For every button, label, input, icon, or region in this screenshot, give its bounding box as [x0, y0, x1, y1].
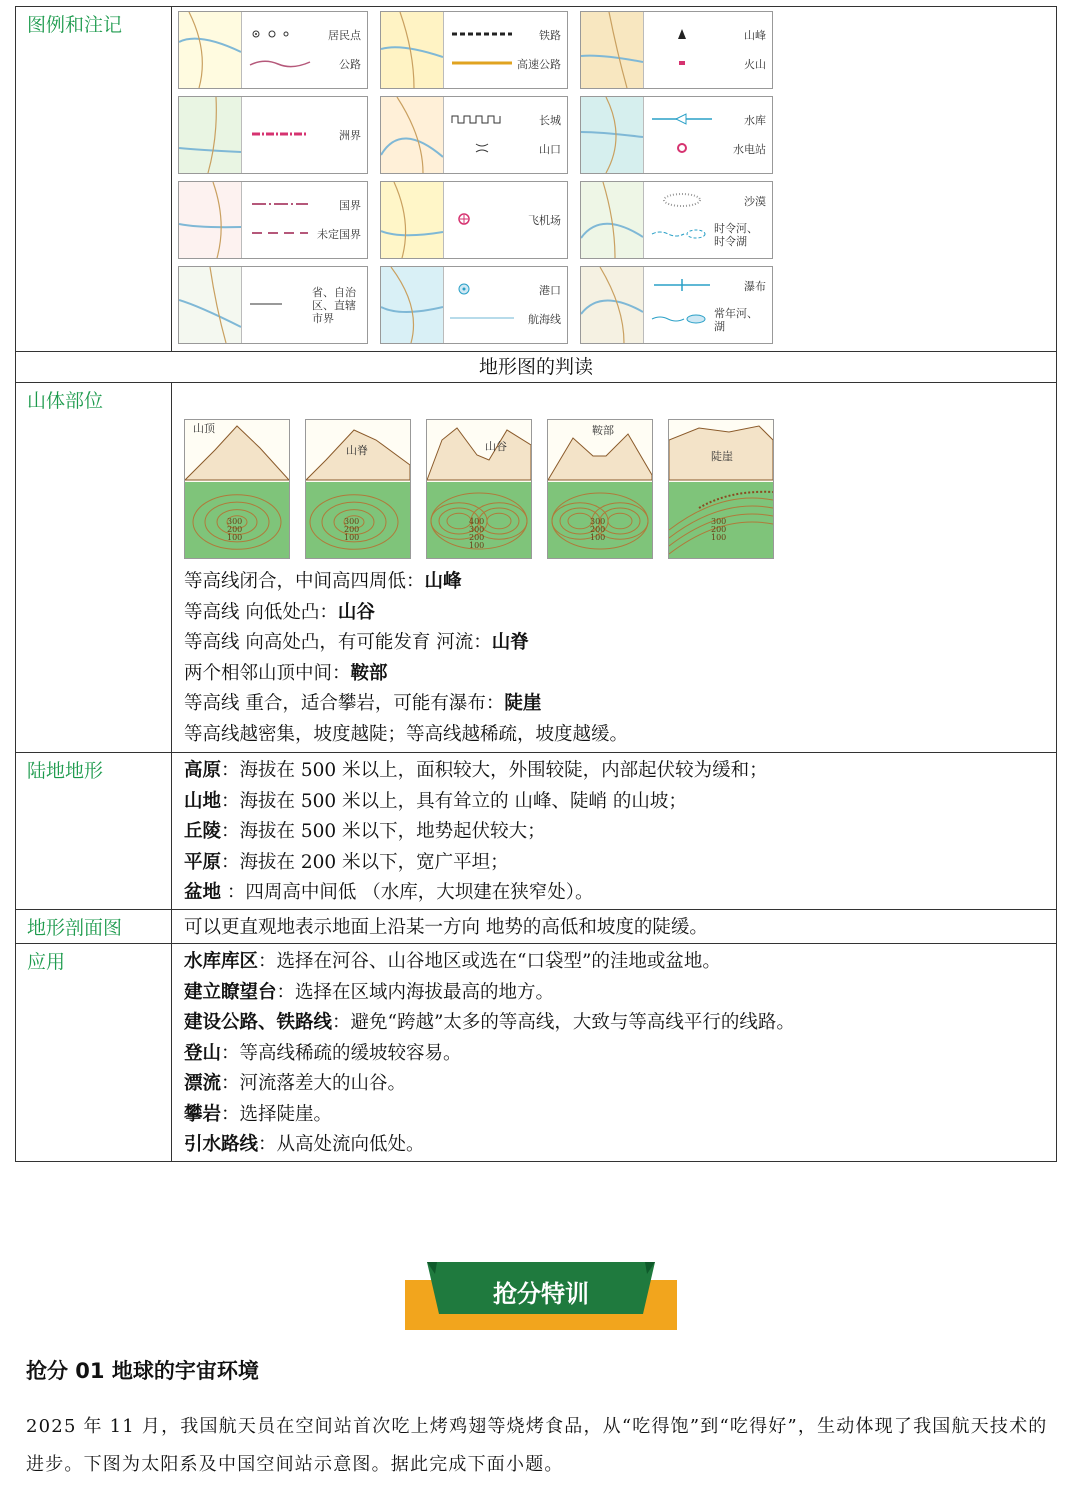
contour-value: 300	[711, 517, 727, 526]
text-line	[184, 817, 1056, 848]
contour-value: 200	[227, 525, 243, 534]
legend-entry-label: 水电站	[733, 143, 766, 156]
legend-entry-label: 瀑布	[744, 279, 766, 293]
bold-term: 丘陵	[184, 821, 222, 842]
line-text: ：海拔在 200 米以下，宽广平坦；	[221, 851, 509, 873]
terrain-name: 陡崖	[711, 450, 733, 463]
bold-term: 平原	[184, 851, 222, 873]
line-text: ：四周高中间低 （水库，大坝建在狭窄处）。	[221, 882, 594, 903]
shipping-route-icon	[450, 311, 514, 328]
legend-map-thumbnail	[381, 267, 444, 343]
line-text: ：等高线稀疏的缓坡较容易。	[221, 1042, 462, 1064]
legend-entry-label: 长城	[539, 114, 561, 127]
peak-icon	[650, 27, 714, 44]
legend-entry	[248, 127, 361, 144]
legend-cell	[580, 266, 773, 344]
legend-entry	[248, 56, 361, 73]
legend-map-thumbnail	[581, 12, 644, 88]
legend-entry-label: 洲界	[339, 128, 361, 142]
text-line	[184, 567, 1056, 598]
seasonal-river-icon	[650, 226, 714, 243]
great-wall-icon	[450, 112, 514, 129]
legend-map-thumbnail	[179, 182, 242, 258]
text-line	[184, 720, 1056, 751]
line-text: ：海拔在 500 米以下，地势起伏较大；	[221, 821, 546, 842]
bold-term: 引水路线	[184, 1134, 259, 1155]
legend-entry-label: 高速公路	[517, 58, 561, 71]
legend-grid	[172, 7, 1056, 344]
legend-entry-label: 飞机场	[528, 213, 561, 227]
legend-cell	[178, 266, 368, 344]
terrain-card	[426, 419, 532, 559]
legend-entry	[650, 193, 766, 210]
legend-cell	[178, 96, 368, 174]
legend-cell	[380, 181, 568, 259]
legend-cell	[380, 266, 568, 344]
terrain-illustrations	[184, 386, 1056, 567]
line-text: ：选择在河谷、山谷地区或选在“口袋型”的洼地或盆地。	[258, 951, 721, 972]
legend-cell	[580, 181, 773, 259]
legend-entry-label: 国界	[339, 199, 361, 212]
airport-icon	[450, 212, 514, 229]
section-title: 抢分 01 地球的宇宙环境	[26, 1359, 259, 1383]
legend-map-thumbnail	[381, 12, 444, 88]
legend-map-thumbnail	[179, 12, 242, 88]
contour-value: 300	[344, 517, 360, 526]
legend-entry	[248, 226, 361, 243]
contour-value: 200	[711, 525, 727, 534]
application-lines	[184, 947, 1056, 1161]
highway-icon	[450, 56, 514, 73]
line-text: 等高线 向低处凸：	[184, 601, 338, 623]
contour-value: 300	[227, 517, 243, 526]
contour-value: 100	[344, 533, 360, 542]
legend-entry-label: 省、自治区、直辖市界	[312, 285, 356, 325]
settlement-icon	[248, 27, 312, 44]
landform-lines	[184, 756, 1056, 909]
legend-entry-label: 水库	[744, 114, 766, 127]
line-text: ：从高处流向低处。	[258, 1134, 425, 1155]
text-line	[184, 598, 1056, 629]
waterfall-icon	[650, 278, 714, 295]
terrain-name: 鞍部	[592, 424, 614, 437]
legend-map-thumbnail	[381, 97, 444, 173]
line-text: 等高线 重合，适合攀岩，可能有瀑布：	[184, 693, 505, 714]
legend-entry-label: 居民点	[328, 29, 361, 42]
contour-value: 100	[590, 533, 606, 542]
legend-cell	[580, 11, 773, 89]
banner-title: 抢分特训	[493, 1280, 589, 1308]
desert-icon	[650, 193, 714, 210]
road-icon	[248, 56, 312, 73]
legend-entry	[450, 112, 561, 129]
section-header: 地形图的判读	[16, 352, 1057, 383]
legend-entry	[450, 27, 561, 44]
text-line	[184, 787, 1056, 818]
bold-term: 山峰	[424, 571, 462, 592]
legend-cell	[380, 96, 568, 174]
legend-entry-label: 山口	[539, 143, 561, 156]
legend-cell	[178, 11, 368, 89]
port-icon	[450, 282, 514, 299]
line-text: 两个相邻山顶中间：	[184, 662, 351, 684]
legend-cell	[380, 11, 568, 89]
text-line	[184, 848, 1056, 879]
legend-entry-label: 山峰	[744, 29, 766, 42]
text-line	[184, 659, 1056, 690]
legend-entry	[650, 141, 766, 158]
line-text: ：避免“跨越”太多的等高线，大致与等高线平行的线路。	[332, 1012, 795, 1033]
province-boundary-icon	[248, 297, 312, 314]
mountain-lines	[184, 567, 1056, 752]
contour-value: 200	[344, 525, 360, 534]
legend-entry-label: 沙漠	[744, 194, 766, 208]
legend-entry-label: 时令河、时令湖	[714, 221, 758, 248]
bold-term: 攀岩	[184, 1103, 222, 1125]
legend-map-thumbnail	[179, 267, 242, 343]
perennial-river-icon	[650, 311, 714, 328]
terrain-card	[305, 419, 411, 559]
line-text: ：海拔在 500 米以上，面积较大，外围较陡，内部起伏较为缓和；	[221, 760, 768, 781]
contour-value: 400	[469, 517, 485, 526]
legend-entry-label: 铁路	[539, 29, 561, 42]
contour-value: 200	[590, 525, 606, 534]
terrain-reference-table	[15, 6, 1057, 1162]
legend-map-thumbnail	[581, 267, 644, 343]
legend-entry	[450, 141, 561, 158]
line-text: ：海拔在 500 米以上，具有耸立的 山峰、陡峭 的山坡；	[221, 790, 687, 812]
profile-text: 可以更直观地表示地面上沿某一方向 地势的高低和坡度的陡缓。	[184, 916, 708, 938]
continent-boundary-icon	[248, 127, 312, 144]
terrain-card	[547, 419, 653, 559]
bold-term: 建立瞭望台	[184, 981, 277, 1003]
legend-cell	[580, 96, 773, 174]
bold-term: 盆地	[184, 882, 222, 903]
text-line	[184, 947, 1056, 978]
national-border-icon	[248, 197, 312, 214]
text-line	[184, 756, 1056, 787]
text-line	[184, 689, 1056, 720]
text-line	[184, 1130, 1056, 1161]
legend-label: 图例和注记	[16, 7, 172, 352]
landforms-label: 陆地地形	[16, 753, 172, 910]
bold-term: 建设公路、铁路线	[184, 1012, 333, 1033]
text-line	[184, 1039, 1056, 1070]
mountain-label: 山体部位	[16, 383, 172, 753]
legend-entry-label: 未定国界	[317, 228, 361, 241]
text-line	[184, 878, 1056, 909]
line-text: 等高线闭合，中间高四周低：	[184, 571, 425, 592]
contour-value: 200	[469, 533, 485, 542]
railway-icon	[450, 27, 514, 44]
profile-label: 地形剖面图	[16, 909, 172, 944]
text-line	[184, 1100, 1056, 1131]
bold-term: 水库库区	[184, 951, 259, 972]
legend-entry	[450, 212, 561, 229]
mountain-pass-icon	[450, 141, 514, 158]
bold-term: 鞍部	[350, 662, 388, 684]
text-line	[184, 1069, 1056, 1100]
legend-entry	[650, 112, 766, 129]
legend-entry-label: 公路	[339, 58, 361, 71]
bold-term: 登山	[184, 1042, 222, 1064]
legend-entry	[248, 197, 361, 214]
text-line	[184, 628, 1056, 659]
legend-map-thumbnail	[381, 182, 444, 258]
legend-entry	[650, 307, 766, 333]
legend-entry	[450, 282, 561, 299]
terrain-name: 山谷	[485, 440, 507, 453]
line-text: ：选择陡崖。	[221, 1103, 333, 1125]
legend-entry	[450, 56, 561, 73]
line-text: 等高线 向高处凸，有可能发育 河流：	[184, 632, 492, 653]
section-paragraph: 2025 年 11 月，我国航天员在空间站首次吃上烤鸡翅等烧烤食品，从“吃得饱”到“吃得好”，生动体现了我国航天技术的进步。下图为太阳系及中国空间站示意图。据此完成下面小题。	[26, 1416, 1048, 1475]
legend-entry	[650, 56, 766, 73]
legend-entry	[248, 27, 361, 44]
contour-value: 100	[469, 541, 485, 550]
terrain-name: 山顶	[193, 422, 215, 435]
contour-value: 100	[227, 533, 243, 542]
legend-entry-label: 常年河、湖	[714, 306, 758, 333]
bold-term: 陡崖	[504, 693, 542, 714]
terrain-card	[184, 419, 290, 559]
legend-entry	[650, 222, 766, 248]
bold-term: 山谷	[337, 601, 375, 623]
terrain-card	[668, 419, 774, 559]
legend-entry-label: 航海线	[528, 313, 561, 326]
legend-entry-label: 港口	[539, 284, 561, 297]
bold-term: 山脊	[491, 632, 529, 653]
text-line	[184, 1008, 1056, 1039]
reservoir-icon	[650, 112, 714, 129]
line-text: 等高线越密集，坡度越陡；等高线越稀疏，坡度越缓。	[184, 723, 629, 745]
line-text: ：河流落差大的山谷。	[221, 1073, 407, 1094]
bold-term: 高原	[184, 760, 222, 781]
text-line	[184, 978, 1056, 1009]
bold-term: 山地	[184, 790, 222, 812]
contour-value: 300	[590, 517, 606, 526]
bold-term: 漂流	[184, 1073, 222, 1094]
undefined-border-icon	[248, 226, 312, 243]
hydropower-icon	[650, 141, 714, 158]
legend-map-thumbnail	[581, 97, 644, 173]
legend-map-thumbnail	[179, 97, 242, 173]
application-label: 应用	[16, 944, 172, 1162]
legend-entry	[450, 311, 561, 328]
contour-value: 100	[711, 533, 727, 542]
legend-entry	[248, 286, 361, 325]
terrain-name: 山脊	[346, 444, 368, 457]
legend-entry-label: 火山	[744, 58, 766, 71]
legend-entry	[650, 27, 766, 44]
legend-cell	[178, 181, 368, 259]
legend-map-thumbnail	[581, 182, 644, 258]
contour-value: 300	[469, 525, 485, 534]
volcano-icon	[650, 56, 714, 73]
legend-entry	[650, 278, 766, 295]
line-text: ：选择在区域内海拔最高的地方。	[276, 981, 555, 1003]
